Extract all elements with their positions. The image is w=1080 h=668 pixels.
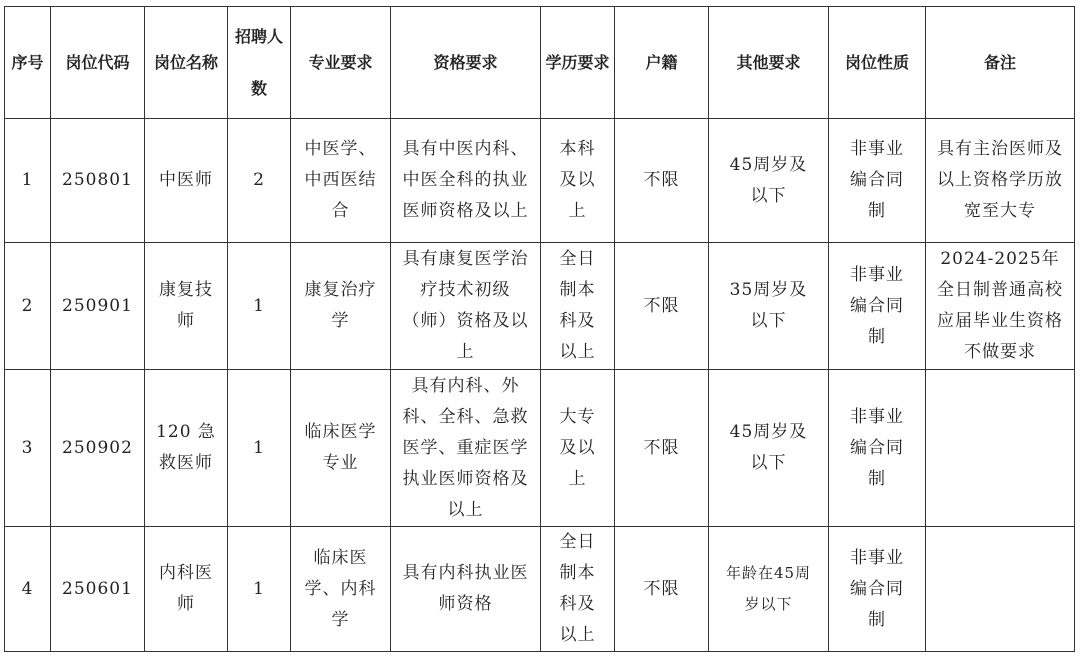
cell-education: 全日制本科及以上 bbox=[541, 527, 615, 652]
header-row bbox=[5, 7, 1075, 119]
header-education: 学历要求 bbox=[541, 7, 615, 119]
cell-major: 中医学、中西医结合 bbox=[291, 119, 391, 243]
cell-nature: 非事业编合同制 bbox=[829, 243, 926, 370]
header-name: 岗位名称 bbox=[145, 7, 228, 119]
header-remark: 备注 bbox=[926, 7, 1075, 119]
cell-remark: 2024-2025年全日制普通高校应届毕业生资格不做要求 bbox=[926, 243, 1075, 370]
cell-code: 250902 bbox=[51, 370, 145, 527]
cell-education: 本科及以上 bbox=[541, 119, 615, 243]
cell-seq: 1 bbox=[5, 119, 51, 243]
recruitment-table bbox=[4, 6, 1075, 652]
cell-remark bbox=[926, 527, 1075, 652]
table-row bbox=[5, 243, 1075, 370]
cell-count: 1 bbox=[228, 370, 291, 527]
cell-other: 35周岁及以下 bbox=[709, 243, 829, 370]
cell-count: 1 bbox=[228, 243, 291, 370]
cell-nature: 非事业编合同制 bbox=[829, 370, 926, 527]
cell-hukou: 不限 bbox=[615, 370, 709, 527]
cell-other: 年龄在45周岁以下 bbox=[709, 527, 829, 652]
table-row bbox=[5, 527, 1075, 652]
cell-hukou: 不限 bbox=[615, 243, 709, 370]
cell-hukou: 不限 bbox=[615, 119, 709, 243]
cell-name: 康复技师 bbox=[145, 243, 228, 370]
cell-major: 临床医学专业 bbox=[291, 370, 391, 527]
cell-hukou: 不限 bbox=[615, 527, 709, 652]
cell-name: 内科医师 bbox=[145, 527, 228, 652]
cell-qualification: 具有中医内科、中医全科的执业医师资格及以上 bbox=[391, 119, 541, 243]
cell-code: 250901 bbox=[51, 243, 145, 370]
header-seq: 序号 bbox=[5, 7, 51, 119]
header-major: 专业要求 bbox=[291, 7, 391, 119]
cell-seq: 2 bbox=[5, 243, 51, 370]
header-hukou: 户籍 bbox=[615, 7, 709, 119]
cell-code: 250601 bbox=[51, 527, 145, 652]
cell-seq: 3 bbox=[5, 370, 51, 527]
cell-major: 临床医学、内科学 bbox=[291, 527, 391, 652]
header-nature: 岗位性质 bbox=[829, 7, 926, 119]
cell-count: 1 bbox=[228, 527, 291, 652]
cell-education: 大专及以上 bbox=[541, 370, 615, 527]
cell-nature: 非事业编合同制 bbox=[829, 119, 926, 243]
cell-name: 中医师 bbox=[145, 119, 228, 243]
table-row bbox=[5, 370, 1075, 527]
cell-code: 250801 bbox=[51, 119, 145, 243]
header-code: 岗位代码 bbox=[51, 7, 145, 119]
cell-other: 45周岁及以下 bbox=[709, 370, 829, 527]
cell-qualification: 具有内科、外科、全科、急救医学、重症医学执业医师资格及以上 bbox=[391, 370, 541, 527]
header-other: 其他要求 bbox=[709, 7, 829, 119]
cell-other: 45周岁及以下 bbox=[709, 119, 829, 243]
cell-qualification: 具有内科执业医师资格 bbox=[391, 527, 541, 652]
cell-name: 120 急救医师 bbox=[145, 370, 228, 527]
cell-remark bbox=[926, 370, 1075, 527]
header-qualification: 资格要求 bbox=[391, 7, 541, 119]
cell-major: 康复治疗学 bbox=[291, 243, 391, 370]
cell-qualification: 具有康复医学治疗技术初级（师）资格及以上 bbox=[391, 243, 541, 370]
cell-count: 2 bbox=[228, 119, 291, 243]
cell-remark: 具有主治医师及以上资格学历放宽至大专 bbox=[926, 119, 1075, 243]
cell-seq: 4 bbox=[5, 527, 51, 652]
cell-education: 全日制本科及以上 bbox=[541, 243, 615, 370]
table-row bbox=[5, 119, 1075, 243]
cell-nature: 非事业编合同制 bbox=[829, 527, 926, 652]
header-count: 招聘人数 bbox=[228, 7, 291, 119]
